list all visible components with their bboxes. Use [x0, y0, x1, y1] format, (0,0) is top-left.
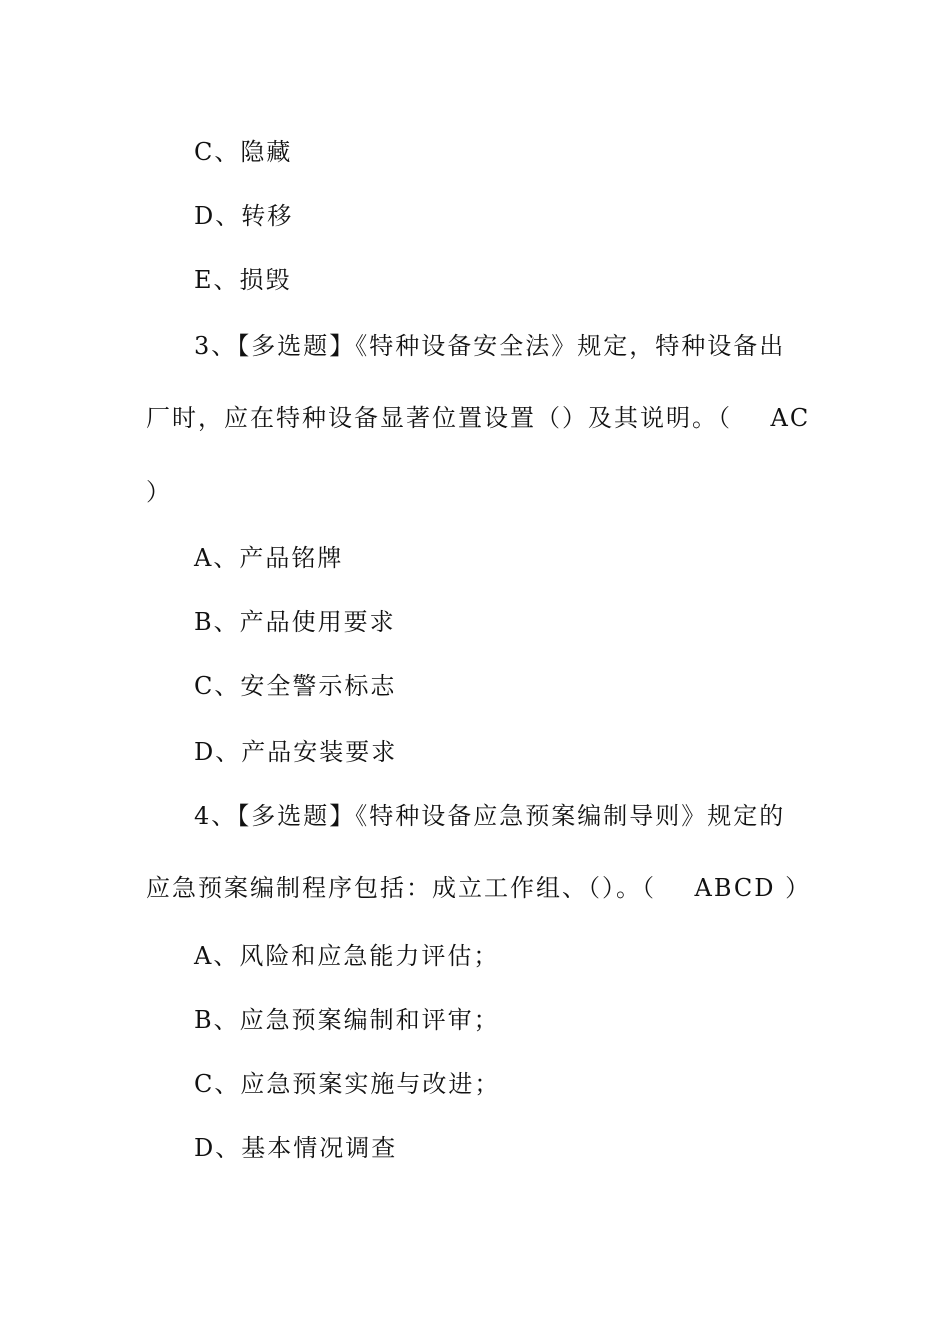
- question-4-line-2: 应急预案编制程序包括：成立工作组、（）。（ ABCD ）: [146, 874, 812, 902]
- question-3-line-1: 3、【多选题】《特种设备安全法》规定，特种设备出: [194, 332, 786, 360]
- q4-option-c: C、应急预案实施与改进；: [194, 1070, 501, 1098]
- q3-option-a: A、产品铭牌: [194, 544, 344, 572]
- question-3-line-2: 厂时，应在特种设备显著位置设置（）及其说明。（ AC: [146, 404, 811, 432]
- q4-option-d: D、基本情况调查: [194, 1134, 398, 1162]
- q3-option-c: C、安全警示标志: [194, 672, 397, 700]
- option-e-line: E、损毁: [194, 266, 292, 294]
- question-4-line-1: 4、【多选题】《特种设备应急预案编制导则》规定的: [194, 802, 786, 830]
- question-3-line-3: ）: [146, 478, 172, 506]
- q3-option-b: B、产品使用要求: [194, 608, 396, 636]
- option-d-line: D、转移: [194, 202, 294, 230]
- q3-option-d: D、产品安装要求: [194, 738, 398, 766]
- q4-option-a: A、风险和应急能力评估；: [194, 942, 500, 970]
- option-c-line: C、隐藏: [194, 138, 293, 166]
- q4-option-b: B、应急预案编制和评审；: [194, 1006, 500, 1034]
